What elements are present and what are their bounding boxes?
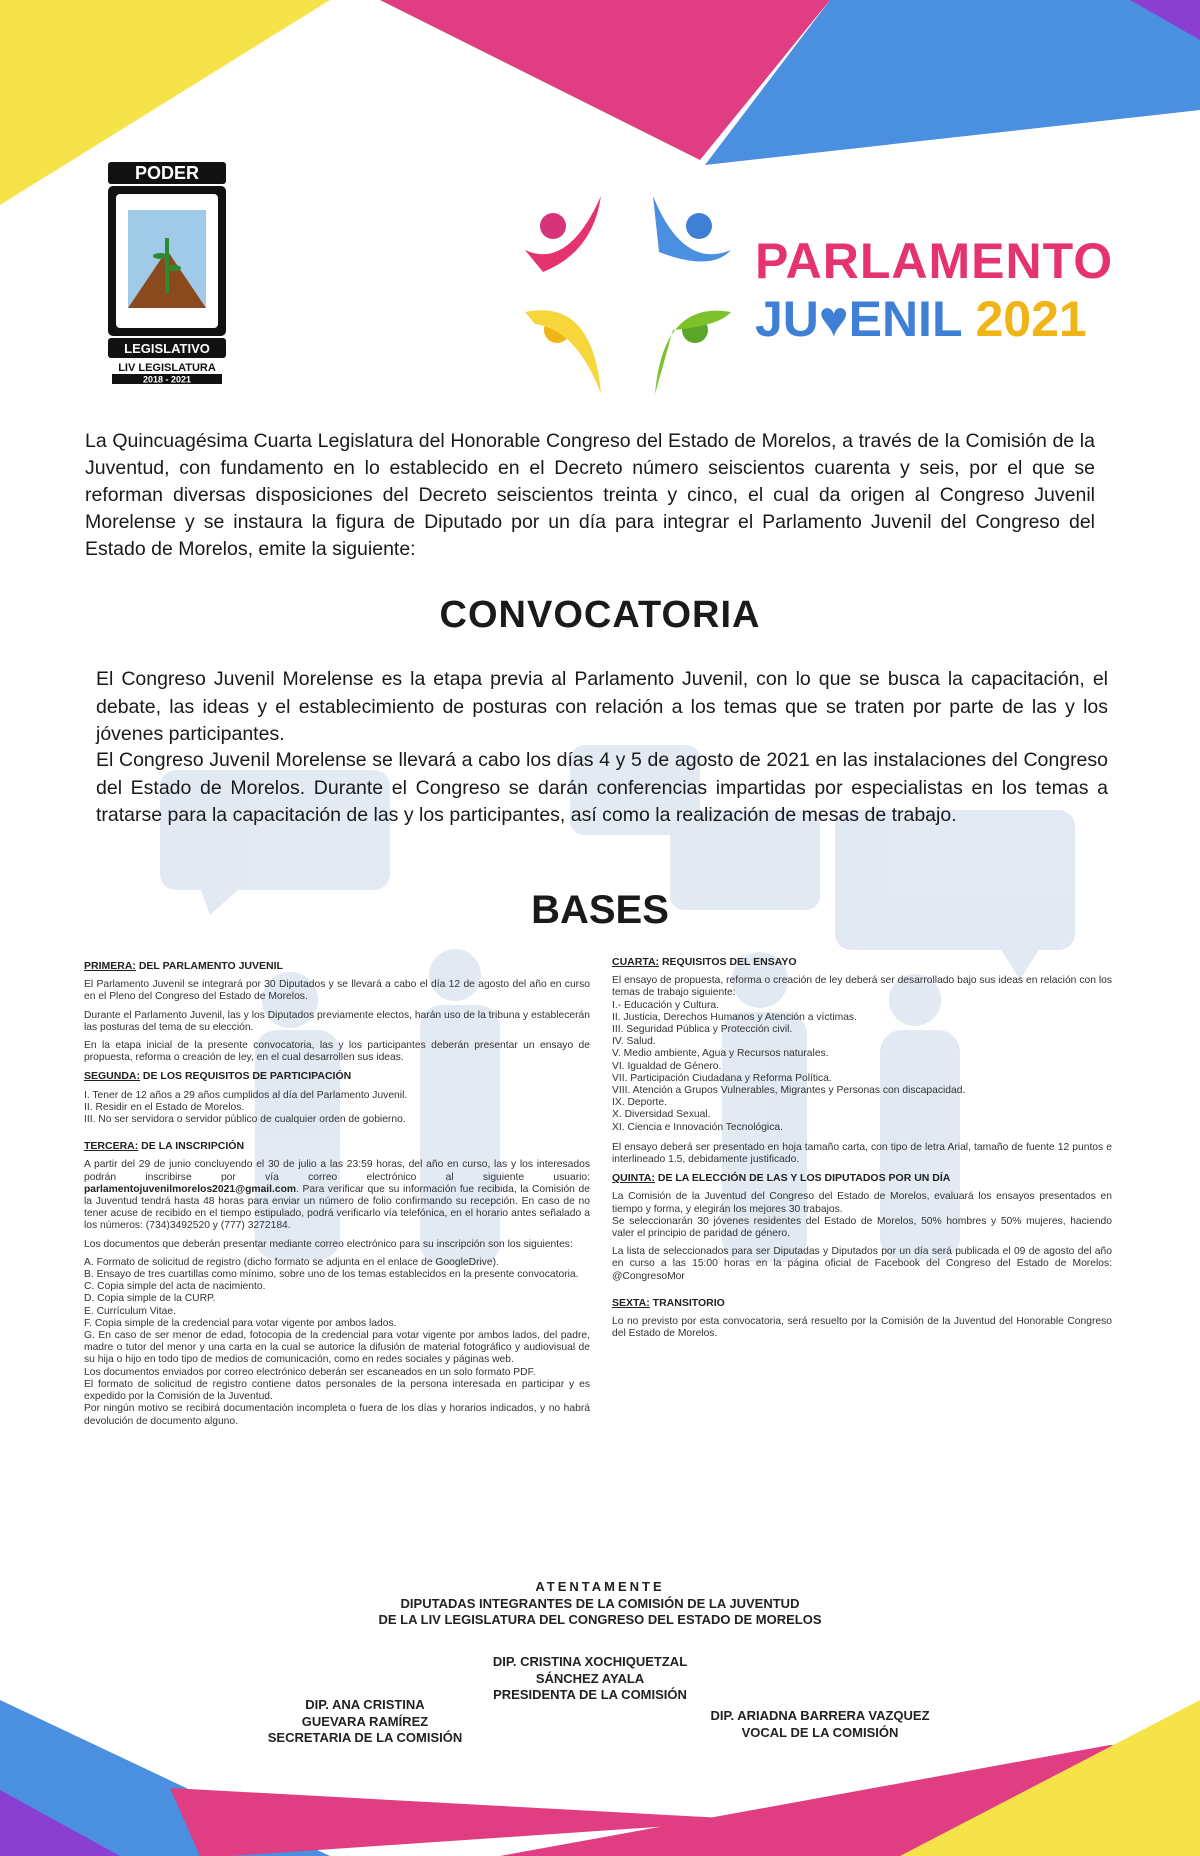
primera-paragraph: Durante el Parlamento Juvenil, las y los Diputados previamente electos, harán uso de la tribuna y establecerán las posturas del tema de su elección. — [84, 1009, 590, 1033]
tercera-item: F. Copia simple de la credencial para votar vigente por ambos lados. — [84, 1317, 397, 1329]
presidenta-name-1: DIP. CRISTINA XOCHIQUETZAL — [492, 1654, 688, 1669]
parlamento-juvenil-logo-icon — [523, 190, 733, 400]
cuarta-item: VII. Participación Ciudadana y Reforma Política. — [612, 1072, 832, 1084]
brand-year: 2021 — [975, 291, 1087, 347]
cuarta-item: II. Justicia, Derechos Humanos y Atención a víctimas. — [612, 1011, 857, 1023]
atentamente-label: ATENTAMENTE — [535, 1579, 665, 1594]
section-cuarta-title: CUARTA: REQUISITOS DEL ENSAYO — [612, 956, 797, 968]
logo-green-figure — [655, 311, 731, 394]
convocatoria-paragraph-2: El Congreso Juvenil Morelense se llevará a cabo los días 4 y 5 de agosto de 2021 en las instalaciones del Congreso del Estado de Morelos. Durante el Congreso se darán conferencias impartidas por especialistas en los temas a tratarse para la capacitación de las y los participantes, así como la realización de mesas de trabajo. — [96, 749, 1108, 826]
vocal-name: DIP. ARIADNA BARRERA VAZQUEZ — [710, 1708, 930, 1723]
tercera-item: Por ningún motivo se recibirá documentación incompleta o fuera de los días y horarios indicados, y no habrá devolución de documento alguno. — [84, 1403, 590, 1427]
registration-email-link[interactable]: parlamentojuvenilmorelos2021@gmail.com — [84, 1183, 297, 1195]
bases-right-column — [612, 956, 1112, 1346]
brand-parlamento: PARLAMENTO — [755, 233, 1114, 289]
cuarta-item: V. Medio ambiente, Agua y Recursos naturales. — [612, 1048, 829, 1060]
bases-title: BASES — [531, 888, 669, 932]
tercera-item: E. Currículum Vitae. — [84, 1305, 176, 1317]
cuarta-item: IV. Salud. — [612, 1036, 656, 1048]
quinta-paragraph: Se seleccionarán 30 jóvenes residentes del Estado de Morelos, 50% hombres y 50% mujeres, haciendo valer el principio de paridad de género. — [612, 1215, 1112, 1240]
tercera-item: G. En caso de ser menor de edad, fotocopia de la credencial para votar vigente por ambos lados, del padre, madre o tutor del menor y una carta en la cual se autorice la difusión de material fotográfico y audiovisual de su hija o hijo en todo tipo de medios de comunicación, como en redes sociales y páginas web. — [84, 1330, 590, 1366]
segunda-item: II. Residir en el Estado de Morelos. — [84, 1101, 245, 1113]
logo-pink-figure — [525, 196, 601, 272]
seal-top-text: PODER — [134, 163, 200, 183]
cuarta-item: III. Seguridad Pública y Protección civil. — [612, 1024, 793, 1036]
brand-juvenil: JU♥ENIL — [755, 291, 962, 347]
cuarta-item: X. Diversidad Sexual. — [612, 1109, 711, 1121]
quinta-paragraph: La lista de seleccionados para ser Diputadas y Diputados por un día será publicada el 09 de agosto del año en curso a las 15:00 horas en la página oficial de Facebook del Congreso del Estado de Morelos: @CongresoMor — [612, 1246, 1112, 1282]
convocatoria-title: CONVOCATORIA — [439, 594, 761, 636]
tercera-item: El formato de solicitud de registro contiene datos personales de la persona interesada en participar y es expedido por la Comisión de la Juventud. — [84, 1378, 590, 1403]
poder-legislativo-seal — [104, 158, 230, 384]
cuarta-item: IX. Deporte. — [612, 1097, 667, 1109]
section-segunda-title: SEGUNDA: DE LOS REQUISITOS DE PARTICIPACIÓN — [84, 1070, 352, 1083]
presidenta-name-2: SÁNCHEZ AYALA — [535, 1670, 645, 1686]
cuarta-item: VI. Igualdad de Género. — [612, 1060, 722, 1072]
segunda-item: III. No ser servidora o servidor público de cualquier orden de gobierno. — [84, 1114, 406, 1126]
sexta-paragraph: Lo no previsto por esta convocatoria, será resuelto por la Comisión de la Juventud del Honorable Congreso del Estado de Morelos. — [612, 1316, 1112, 1340]
cuarta-item: XI. Ciencia e Innovación Tecnológica. — [612, 1121, 783, 1133]
logo-blue-figure — [653, 196, 731, 262]
section-sexta-title: SEXTA: TRANSITORIO — [612, 1296, 725, 1309]
tercera-item: A. Formato de solicitud de registro (dicho formato se adjunta en el enlace de GoogleDrive). — [84, 1256, 499, 1268]
presidenta-role: PRESIDENTA DE LA COMISIÓN — [493, 1687, 687, 1702]
cuarta-paragraph-1: El ensayo de propuesta, reforma o creación de ley deberá ser desarrollado bajo sus ideas en relación con los temas de trabajo siguiente: — [612, 975, 1112, 999]
seal-years: 2018 - 2021 — [142, 374, 192, 384]
intro-paragraph: La Quincuagésima Cuarta Legislatura del Honorable Congreso del Estado de Morelos, a través de la Comisión de la Juventud, con fundamento en lo establecido en el Decreto número seiscientos cuarenta y seis, por el que se reforman diversas disposiciones del Decreto seiscientos treinta y cinco, el cual da origen al Congreso Juvenil Morelense y se instaura la figura de Diputado por un día para integrar el Parlamento Juvenil del Congreso del Estado de Morelos, emite la siguiente: — [85, 430, 1095, 560]
tercera-item: C. Copia simple del acta de nacimiento. — [84, 1281, 266, 1293]
closing-line-1: DIPUTADAS INTEGRANTES DE LA COMISIÓN DE LA JUVENTUD — [400, 1595, 800, 1611]
section-primera-title: PRIMERA: DEL PARLAMENTO JUVENIL — [84, 960, 283, 972]
seal-legislature: LIV LEGISLATURA — [118, 362, 216, 374]
primera-paragraph: En la etapa inicial de la presente convocatoria, las y los participantes deberán presentar un ensayo de propuesta, reforma o creación de ley, en el cual desarrollen sus ideas. — [84, 1040, 590, 1064]
secretaria-name-2: GUEVARA RAMÍREZ — [301, 1713, 429, 1729]
parlamento-juvenil-wordmark — [755, 232, 1115, 348]
signature-vocal — [680, 1708, 960, 1741]
cuarta-item: VIII. Atención a Grupos Vulnerables, Migrantes y Personas con discapacidad. — [612, 1085, 966, 1097]
tercera-paragraph-1: A partir del 29 de junio concluyendo el 30 de julio a las 23:59 horas, del año en curso, las y los interesados podrán inscribirse por vía correo electrónico al siguiente usuario: parlamentojuvenilmorelos2021@gmail.com. Para verificar que su información fue recibida, la Comisión de la Juventud tendrá hasta 48 horas para enviar un número de folio confirmando su recepción. En caso de no tener acuse de recibido en el tiempo estipulado, podrá verificarlo vía telefónica, en el horario antes señalado a los números: (734)3492520 y (777) 3272184. — [84, 1159, 590, 1232]
secretaria-role: SECRETARIA DE LA COMISIÓN — [267, 1730, 463, 1745]
primera-paragraph: El Parlamento Juvenil se integrará por 30 Diputados y se llevará a cabo el día 12 de agosto del año en curso en el Pleno del Congreso del Estado de Morelos. — [84, 979, 590, 1003]
cuarta-item: I.- Educación y Cultura. — [612, 999, 720, 1011]
logo-yellow-figure — [525, 310, 601, 394]
signature-secretaria — [240, 1697, 490, 1747]
tercera-paragraph-2: Los documentos que deberán presentar mediante correo electrónico para su inscripción son los siguientes: — [84, 1238, 573, 1250]
brand-juvenil-line — [755, 290, 1115, 348]
convocatoria-paragraph-1: El Congreso Juvenil Morelense es la etapa previa al Parlamento Juvenil, con lo que se busca la capacitación, el debate, las ideas y el establecimiento de posturas con relación a los temas que se traten por parte de las y los jóvenes participantes. — [96, 668, 1108, 745]
section-quinta-title: QUINTA: DE LA ELECCIÓN DE LAS Y LOS DIPUTADOS POR UN DÍA — [612, 1172, 951, 1185]
bases-left-column — [84, 960, 590, 1428]
cuarta-paragraph-2: El ensayo deberá ser presentado en hoja tamaño carta, con tipo de letra Arial, tamaño de fuente 12 puntos e interlineado 1.5, debidamente justificado. — [612, 1141, 1112, 1166]
tercera-item: Los documentos enviados por correo electrónico deberán ser escaneados en un solo formato PDF. — [84, 1366, 536, 1378]
quinta-paragraph: La Comisión de la Juventud del Congreso del Estado de Morelos, evaluará los ensayos presentados en tiempo y forma, y elegirán los mejores 30 trabajos. — [612, 1191, 1112, 1215]
section-tercera-title: TERCERA: DE LA INSCRIPCIÓN — [84, 1140, 245, 1153]
tercera-item: D. Copia simple de la CURP. — [84, 1293, 216, 1305]
closing-block — [300, 1579, 900, 1629]
seal-bottom-text: LEGISLATIVO — [124, 341, 210, 356]
vocal-role: VOCAL DE LA COMISIÓN — [741, 1724, 899, 1740]
secretaria-name-1: DIP. ANA CRISTINA — [305, 1697, 425, 1712]
closing-line-2: DE LA LIV LEGISLATURA DEL CONGRESO DEL ESTADO DE MORELOS — [378, 1612, 822, 1627]
segunda-item: I. Tener de 12 años a 29 años cumplidos al día del Parlamento Juvenil. — [84, 1089, 408, 1101]
tercera-item: B. Ensayo de tres cuartillas como mínimo, sobre uno de los temas establecidos en la presente convocatoria. — [84, 1269, 579, 1281]
